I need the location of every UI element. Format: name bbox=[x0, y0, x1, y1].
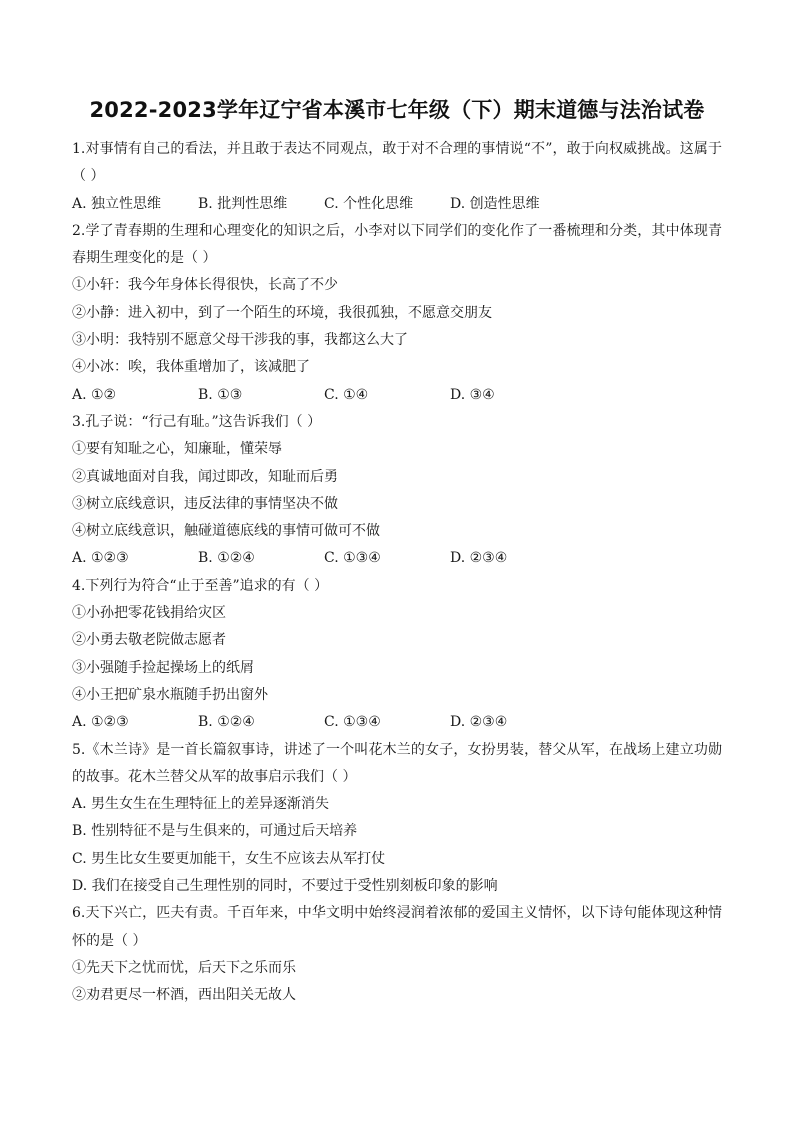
option-b: B. ①③ bbox=[198, 386, 243, 403]
option-d: D. ③④ bbox=[450, 386, 495, 403]
option-b: B. ①②④ bbox=[198, 550, 255, 567]
question-list bbox=[72, 136, 722, 1010]
statement: ③树立底线意识，违反法律的事情坚决不做 bbox=[72, 495, 338, 512]
statement: ①要有知耻之心，知廉耻，懂荣辱 bbox=[72, 441, 282, 458]
question-4 bbox=[72, 573, 722, 737]
options-row bbox=[72, 382, 722, 409]
option-a: A. 男生女生在生理特征上的差异逐渐消失 bbox=[72, 796, 330, 813]
statement: ①小轩：我今年身体长得很快，长高了不少 bbox=[72, 277, 338, 294]
option-b: B. 性别特征不是与生俱来的，可通过后天培养 bbox=[72, 823, 358, 840]
option-a: A. ①②③ bbox=[72, 714, 129, 731]
option-a: A. 独立性思维 bbox=[72, 195, 162, 212]
question-stem: 4.下列行为符合“止于至善”追求的有（ ） bbox=[72, 577, 329, 594]
exam-title: 2022-2023学年辽宁省本溪市七年级（下）期末道德与法治试卷 bbox=[89, 98, 705, 122]
question-stem: 6.天下兴亡，匹夫有责。千百年来，中华文明中始终浸润着浓郁的爱国主义情怀，以下诗句能体现这种情怀的是（ ） bbox=[72, 905, 722, 949]
question-1 bbox=[72, 136, 722, 218]
question-3 bbox=[72, 409, 722, 573]
statement: ④树立底线意识，触碰道德底线的事情可做可不做 bbox=[72, 523, 380, 540]
option-c: C. ①③④ bbox=[324, 550, 381, 567]
question-2 bbox=[72, 218, 722, 409]
option-d: D. 创造性思维 bbox=[450, 195, 540, 212]
options-row bbox=[72, 545, 722, 572]
statement: ③小强随手捡起操场上的纸屑 bbox=[72, 659, 254, 676]
option-c: C. ①③④ bbox=[324, 714, 381, 731]
option-d: D. ②③④ bbox=[450, 714, 508, 731]
option-a: A. ①② bbox=[72, 386, 117, 403]
option-d: D. 我们在接受自己生理性别的同时，不要过于受性别刻板印象的影响 bbox=[72, 878, 498, 895]
statement: ②真诚地面对自我，闻过即改，知耻而后勇 bbox=[72, 468, 338, 485]
statement: ②小勇去敬老院做志愿者 bbox=[72, 632, 226, 649]
statement: ④小王把矿泉水瓶随手扔出窗外 bbox=[72, 686, 268, 703]
statement: ②小静：进入初中，到了一个陌生的环境，我很孤独，不愿意交朋友 bbox=[72, 304, 492, 321]
statement: ①小孙把零花钱捐给灾区 bbox=[72, 605, 226, 622]
options-row bbox=[72, 709, 722, 736]
question-6 bbox=[72, 900, 722, 1009]
option-b: B. 批判性思维 bbox=[198, 195, 288, 212]
option-c: C. 男生比女生要更加能干，女生不应该去从军打仗 bbox=[72, 850, 386, 867]
statement: ④小冰：唉，我体重增加了，该减肥了 bbox=[72, 359, 310, 376]
option-a: A. ①②③ bbox=[72, 550, 129, 567]
question-5 bbox=[72, 737, 722, 901]
option-b: B. ①②④ bbox=[198, 714, 255, 731]
option-c: C. 个性化思维 bbox=[324, 195, 414, 212]
statement: ①先天下之忧而忧，后天下之乐而乐 bbox=[72, 959, 296, 976]
options-row bbox=[72, 191, 722, 218]
statement: ②劝君更尽一杯酒，西出阳关无故人 bbox=[72, 987, 296, 1004]
statement: ③小明：我特别不愿意父母干涉我的事，我都这么大了 bbox=[72, 332, 408, 349]
option-d: D. ②③④ bbox=[450, 550, 508, 567]
question-stem: 3.孔子说：“行己有耻。”这告诉我们（ ） bbox=[72, 413, 322, 430]
question-stem: 2.学了青春期的生理和心理变化的知识之后，小李对以下同学们的变化作了一番梳理和分类，其中体现青春期生理变化的是（ ） bbox=[72, 222, 722, 267]
option-c: C. ①④ bbox=[324, 386, 369, 403]
question-stem: 5.《木兰诗》是一首长篇叙事诗，讲述了一个叫花木兰的女子，女扮男装，替父从军，在战场上建立功勋的故事。花木兰替父从军的故事启示我们（ ） bbox=[72, 741, 722, 785]
question-stem: 1.对事情有自己的看法，并且敢于表达不同观点，敢于对不合理的事情说“不”，敢于向权威挑战。这属于（ ） bbox=[72, 141, 722, 185]
